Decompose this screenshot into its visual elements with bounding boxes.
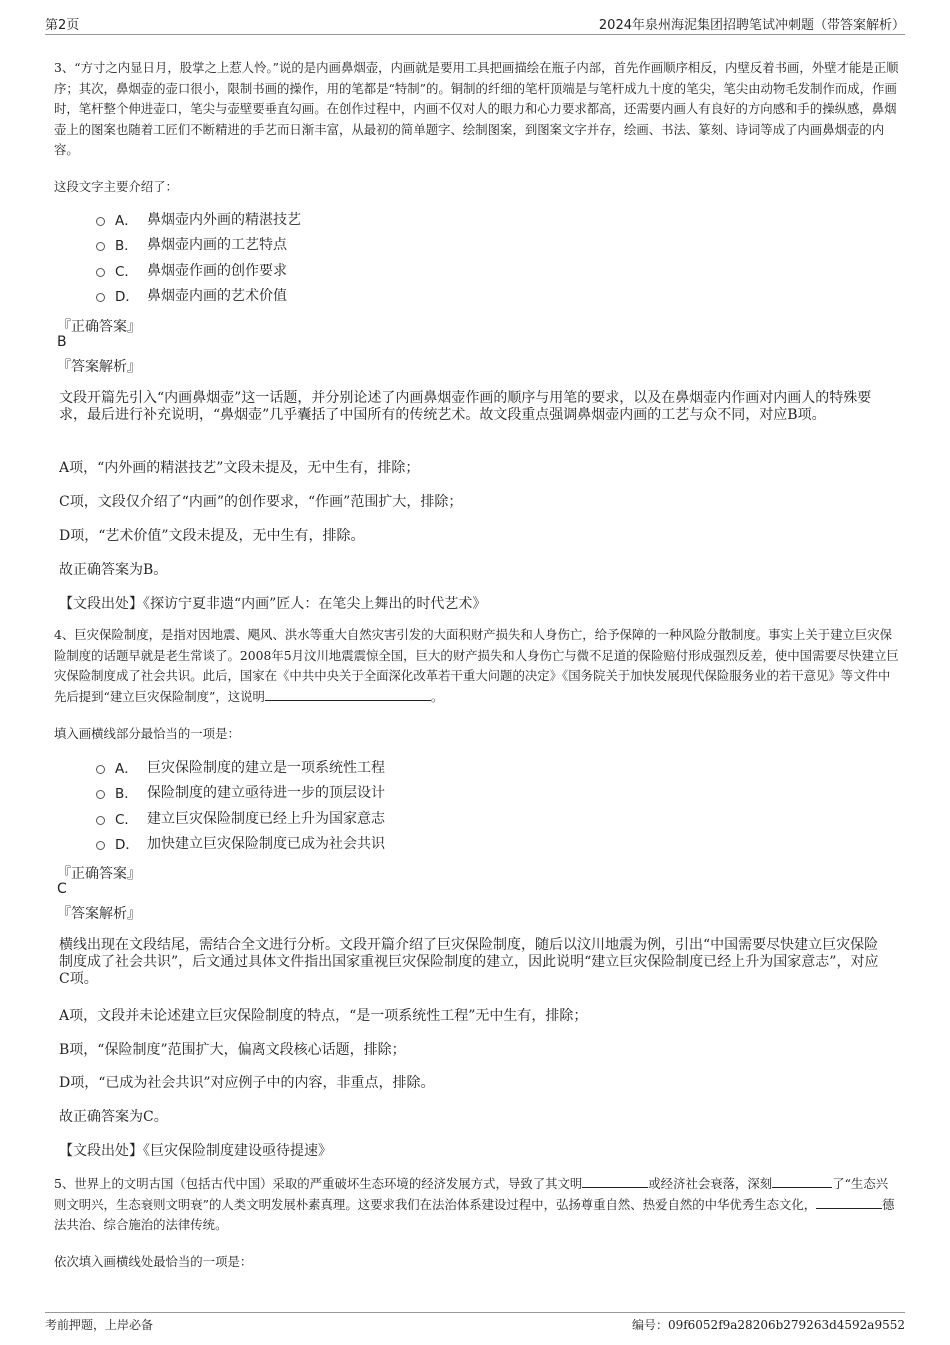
answer-blank [265, 688, 431, 701]
radio-icon[interactable] [96, 268, 105, 277]
question-3-options [96, 206, 301, 308]
question-3-stem: 3、“方寸之内显日月，股掌之上惹人怜。”说的是内画鼻烟壶，内画就是要用工具把画描绘在瓶子内部，首先作画顺序相反，内壁反着书画，外壁才能是正顺序；其次，鼻烟壶的壶口很小，限制书画的操作，用的笔都是“特制”的。铜制的纤细的笔杆顶端是与笔杆成九十度的笔尖，笔尖由动物毛发制作而成，作画时，笔杆整个伸进壶口，笔尖与壶壁要垂直勾画。在创作过程中，内画不仅对人的眼力和心力要求都高，还需要内画人有良好的方向感和手的操纵感，鼻烟壶上的图案也随着工匠们不断精进的手艺而日渐丰富，从最初的简单题字、绘制图案，到图案文字并存，绘画、书法、篆刻、诗词等成了内画鼻烟壶的内容。 [54, 60, 899, 158]
answer-label: 『正确答案』 [57, 866, 141, 882]
question-5-prompt: 依次填入画横线处最恰当的一项是： [54, 1254, 253, 1269]
analysis-label: 『答案解析』 [57, 359, 141, 375]
analysis-paragraph: A项，文段并未论述建立巨灾保险制度的特点，“是一项系统性工程”无中生有，排除； [59, 1008, 588, 1024]
analysis-label: 『答案解析』 [57, 906, 141, 922]
question-4-stem: 4、巨灾保险制度，是指对因地震、飓风、洪水等重大自然灾害引发的大面积财产损失和人身伤亡，给予保障的一种风险分散制度。事实上关于建立巨灾保险制度的话题早就是老生常谈了。2008年5月汶川地震震惊全国，巨大的财产损失和人身伤亡与微不足道的保险赔付形成强烈反差，使中国需要尽快建立巨灾保险制度成了社会共识。此后，国家在《中共中央关于全面深化改革若干重大问题的决定》《国务院关于加快发展现代保险服务业的若干意见》等文件中先后提到“建立巨灾保险制度”，这说明 。 [54, 627, 899, 704]
source-citation: 【文段出处】《探访宁夏非遗“内画”匠人：在笔尖上舞出的时代艺术》 [59, 596, 487, 612]
question-4-prompt: 填入画横线部分最恰当的一项是： [54, 726, 240, 741]
answer-blank [582, 1175, 648, 1188]
answer-blank [772, 1175, 832, 1188]
radio-icon[interactable] [96, 790, 105, 799]
option-a[interactable]: A． 巨灾保险制度的建立是一项系统性工程 [96, 754, 385, 780]
question-5-stem: 5、世界上的文明古国（包括古代中国）采取的严重破坏生态环境的经济发展方式，导致了其文明 或经济社会衰落，深刻 了“生态兴则文明兴，生态衰则文明衰”的人类文明发展朴素真理。这要求我们在法治体系建设过程中，弘扬尊重自然、热爱自然的中华优秀生态文化， 德法共治、综合施治的法律传统。 [54, 1176, 895, 1233]
radio-icon[interactable] [96, 765, 105, 774]
answer-value: C [57, 881, 67, 897]
analysis-paragraph: D项，“艺术价值”文段未提及，无中生有，排除。 [59, 528, 365, 544]
option-c[interactable]: C． 建立巨灾保险制度已经上升为国家意志 [96, 805, 385, 831]
answer-blank [816, 1196, 882, 1209]
option-c[interactable]: C． 鼻烟壶作画的创作要求 [96, 257, 301, 283]
option-a[interactable]: A． 鼻烟壶内外画的精湛技艺 [96, 206, 301, 232]
option-d[interactable]: D． 加快建立巨灾保险制度已成为社会共识 [96, 831, 385, 857]
radio-icon[interactable] [96, 816, 105, 825]
analysis-paragraph: 文段开篇先引入“内画鼻烟壶”这一话题，并分别论述了内画鼻烟壶作画的顺序与用笔的要求，以及在鼻烟壶内作画对内画人的特殊要求，最后进行补充说明，“鼻烟壶”几乎囊括了中国所有的传统艺术。故文段重点强调鼻烟壶内画的工艺与众不同，对应B项。 [59, 390, 872, 423]
page-number: 第2页 [45, 18, 80, 33]
radio-icon[interactable] [96, 841, 105, 850]
analysis-paragraph: 横线出现在文段结尾，需结合全文进行分析。文段开篇介绍了巨灾保险制度，随后以汶川地震为例，引出“中国需要尽快建立巨灾保险制度成了社会共识”，后文通过具体文件指出国家重视巨灾保险制度的建立，因此说明“建立巨灾保险制度已经上升为国家意志”，对应C项。 [59, 937, 879, 987]
answer-value: B [57, 334, 67, 350]
analysis-paragraph: 故正确答案为C。 [59, 1109, 168, 1125]
option-b[interactable]: B． 鼻烟壶内画的工艺特点 [96, 232, 301, 258]
analysis-paragraph: 故正确答案为B。 [59, 562, 168, 578]
page-header [45, 14, 905, 35]
analysis-paragraph: A项，“内外画的精湛技艺”文段未提及，无中生有，排除； [59, 460, 420, 476]
radio-icon[interactable] [96, 293, 105, 302]
document-title: 2024年泉州海泥集团招聘笔试冲刺题（带答案解析） [598, 18, 905, 33]
question-4-options [96, 754, 385, 856]
radio-icon[interactable] [96, 217, 105, 226]
option-b[interactable]: B． 保险制度的建立亟待进一步的顶层设计 [96, 780, 385, 806]
document-code: 编号：09f6052f9a28206b279263d4592a9552 [631, 1318, 905, 1332]
option-d[interactable]: D． 鼻烟壶内画的艺术价值 [96, 283, 301, 309]
analysis-paragraph: B项，“保险制度”范围扩大，偏离文段核心话题，排除； [59, 1042, 406, 1058]
radio-icon[interactable] [96, 242, 105, 251]
question-3-prompt: 这段文字主要介绍了： [54, 179, 178, 194]
footer-slogan: 考前押题，上岸必备 [45, 1318, 154, 1332]
analysis-paragraph: D项，“已成为社会共识”对应例子中的内容，非重点，排除。 [59, 1075, 435, 1091]
analysis-paragraph: C项，文段仅介绍了“内画”的创作要求，“作画”范围扩大，排除； [59, 494, 463, 510]
source-citation: 【文段出处】《巨灾保险制度建设亟待提速》 [59, 1143, 332, 1159]
answer-label: 『正确答案』 [57, 319, 141, 335]
page-footer [45, 1312, 905, 1334]
